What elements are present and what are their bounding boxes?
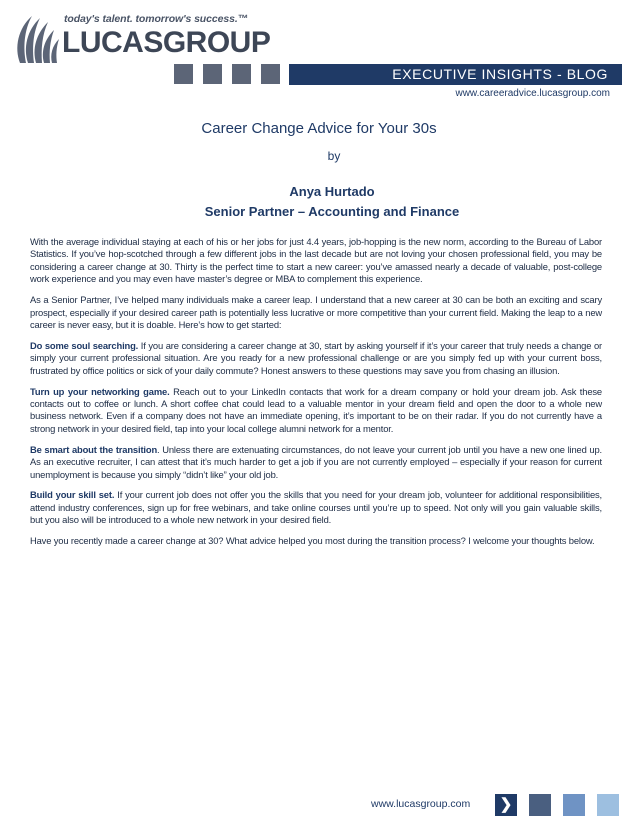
paragraph-lead: Turn up your networking game.: [30, 385, 170, 397]
chevron-right-icon[interactable]: ❯: [495, 794, 517, 816]
paragraph-text: If you are considering a career change at 30, start by asking yourself if it’s your career that truly needs a change or simply your current professional situation. Are you ready for a new professional challenge or are you simply fed up with your current boss, frustrated by office politics or sick of your daily commute? Honest answers to these questions may save you from chasing an illusion.: [30, 339, 602, 376]
section-banner: EXECUTIVE INSIGHTS - BLOG: [289, 64, 622, 85]
square-deco: [261, 64, 280, 84]
article-body: [30, 236, 602, 556]
paragraph-text: Reach out to your LinkedIn contacts that work for a dream company or hold your dream job. Ask these contacts out to coffee or lunch. A short coffee chat could lead to a valuable mentor in your dream field and open the door to a whole new business network. Even if a company does not have an immediate opening, it’s important to be on their radar. If you do not currently have a strong network in your desired field, tap into your local college alumni network for a mentor.: [30, 385, 602, 434]
byline-by: by: [327, 149, 341, 163]
square-deco: [563, 794, 585, 816]
paragraph-lead: Be smart about the transition: [30, 443, 158, 455]
paragraph-text: As a Senior Partner, I’ve helped many individuals make a career leap. I understand that a new career at 30 can be both an exciting and scary prospect, especially if your desired career path is potentially less lucrative or more competitive than your current field. Making the leap to a new career is never easy, but it is doable. Here’s how to get started:: [30, 294, 602, 330]
paragraph-lead: Do some soul searching.: [30, 339, 139, 351]
square-deco: [597, 794, 619, 816]
brand-wordmark: LUCASGROUP: [62, 26, 271, 59]
paragraph: [30, 535, 602, 547]
author-role: Senior Partner – Accounting and Finance: [204, 204, 460, 219]
square-deco: [174, 64, 193, 84]
author-name: Anya Hurtado: [289, 184, 375, 199]
paragraph-lead: Build your skill set.: [30, 489, 115, 501]
paragraph-text: . Unless there are extenuating circumstances, do not leave your current job until you have a new one lined up. As an executive recruiter, I can attest that it’s much harder to get a job if you are not currently employed – especially if your reason for current unemployment is because you simply “didn’t like” your old job.: [30, 443, 603, 480]
paragraph-text: Have you recently made a career change at 30? What advice helped you most during the transition process? I welcome your thoughts below.: [30, 535, 595, 547]
article-title: Career Change Advice for Your 30s: [201, 120, 437, 137]
paragraph-text: With the average individual staying at each of his or her jobs for just 4.4 years, job-hopping is the new norm, according to the Bureau of Labor Statistics. If you’ve hop-scotched through a few different jobs in the last decade but are not loving your chosen professional field, you may be considering a career change at 30. Thirty is the perfect time to start a new career: you’ve amassed nearly a decade of valuable, post-college work experience and you may even have master’s degree or MBA to complement this experience.: [30, 236, 602, 285]
paragraph-text: If your current job does not offer you the skills that you need for your dream job, volunteer for additional responsibilities, attend industry conferences, sign up for free webinars, and take online courses until you’re up to speed. Not only will you gain valuable skills, but you also will be introduced to a whole new network in your desired field.: [30, 489, 603, 526]
paragraph: [30, 294, 602, 331]
paragraph: [30, 386, 602, 436]
paragraph: [30, 489, 602, 526]
footer-url-link[interactable]: www.lucasgroup.com: [371, 798, 471, 810]
square-deco: [203, 64, 222, 84]
paragraph: [30, 444, 602, 481]
paragraph: [30, 236, 602, 286]
square-deco: [232, 64, 251, 84]
square-deco: [529, 794, 551, 816]
paragraph: [30, 340, 602, 377]
blog-url-link[interactable]: www.careeradvice.lucasgroup.com: [455, 88, 610, 99]
tagline: today's talent. tomorrow's success.™: [64, 13, 249, 25]
